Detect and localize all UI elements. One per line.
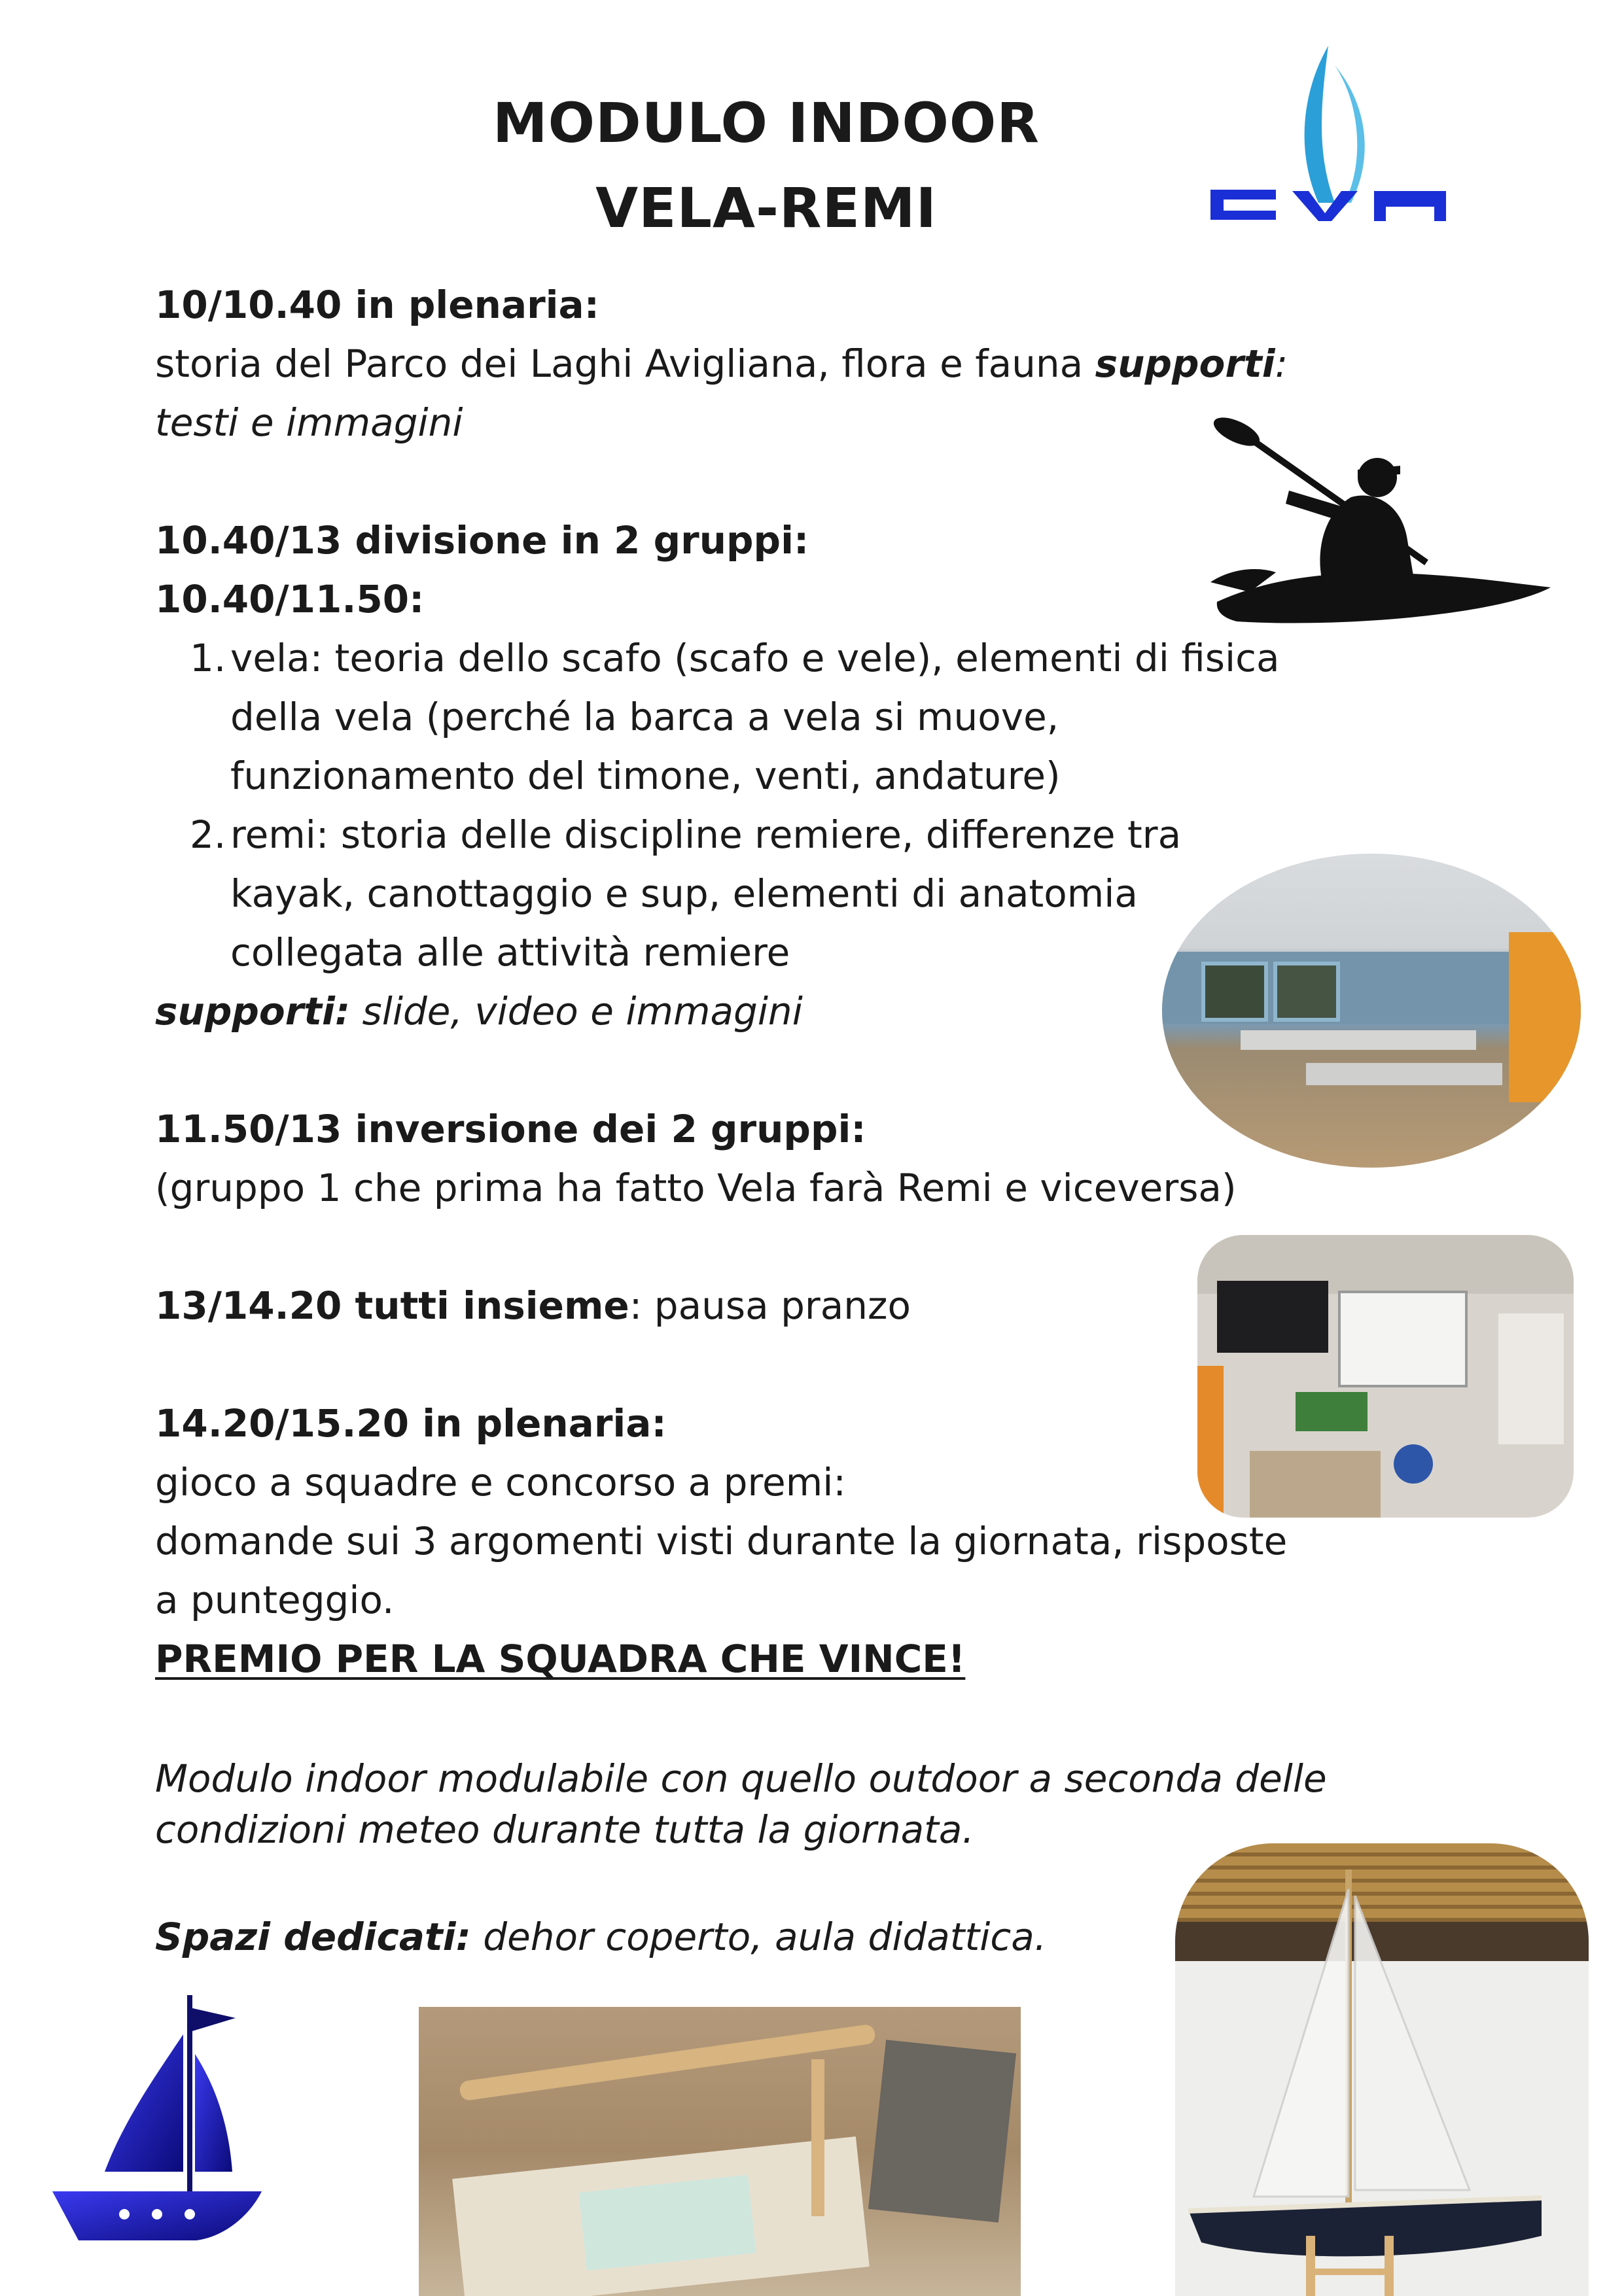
photo-world-map — [1296, 1392, 1368, 1431]
kayak-icon — [1210, 412, 1551, 635]
s1-text — [155, 334, 1288, 394]
classroom-photo — [1162, 854, 1581, 1168]
classroom-board-photo — [1197, 1235, 1574, 1518]
model-sailboat-photo — [1175, 1843, 1589, 2296]
classroom-desk — [1241, 1030, 1476, 1050]
classroom-window — [1201, 962, 1268, 1022]
classroom-window — [1273, 962, 1340, 1022]
spaces-label: Spazi dedicati: — [155, 1915, 471, 1959]
list-item-number: 2. — [190, 812, 226, 857]
spaces-line — [155, 1907, 1046, 1967]
sailboat-model-icon — [1175, 1843, 1589, 2296]
photo-tv — [1217, 1281, 1328, 1353]
rowing-device-photo — [419, 2007, 1021, 2296]
list-item-line: kayak, canottaggio e sup, elementi di anatomia — [230, 871, 1138, 916]
cva-sail-logo-icon — [1204, 39, 1459, 222]
s5-line3: a punteggio. — [155, 1578, 395, 1622]
note-line1: Modulo indoor modulabile con quello outdoor a seconda delle — [155, 1756, 1327, 1801]
s1-support-text: testi e immagini — [155, 400, 463, 445]
s1-support-label: supporti — [1095, 341, 1275, 386]
photo-post — [811, 2059, 824, 2216]
photo-table — [1250, 1451, 1381, 1518]
page-title-line1: MODULO INDOOR — [493, 91, 1040, 155]
s5-line2: domande sui 3 argomenti visti durante la giornata, risposte — [155, 1519, 1288, 1563]
s4-text: : pausa pranzo — [629, 1283, 911, 1328]
s2-subheading: 10.40/11.50: — [155, 577, 425, 621]
list-item-number: 1. — [190, 636, 226, 680]
s2-support-text: slide, video e immagini — [350, 989, 803, 1034]
page-title-line2: VELA-REMI — [595, 176, 937, 240]
list-item-line: vela: teoria dello scafo (scafo e vele), elementi di fisica — [230, 636, 1280, 680]
classroom-desk — [1306, 1063, 1502, 1085]
sailboat-icon — [52, 1995, 275, 2244]
photo-globe — [1394, 1444, 1433, 1484]
note-line2: condizioni meteo durante tutta la giornata. — [155, 1807, 974, 1852]
s4-line — [155, 1276, 911, 1336]
s5-line1: gioco a squadre e concorso a premi: — [155, 1460, 846, 1505]
s3-text: (gruppo 1 che prima ha fatto Vela farà Remi e viceversa) — [155, 1166, 1237, 1210]
photo-blade — [868, 2040, 1016, 2222]
s1-text-body: storia del Parco dei Laghi Avigliana, flora e fauna — [155, 341, 1095, 386]
s2-heading: 10.40/13 divisione in 2 gruppi: — [155, 518, 809, 563]
s5-heading: 14.20/15.20 in plenaria: — [155, 1401, 667, 1446]
s1-support-colon: : — [1275, 341, 1288, 386]
list-item-line: della vela (perché la barca a vela si muove, — [230, 695, 1059, 739]
s4-heading: 13/14.20 tutti insieme — [155, 1283, 629, 1328]
list-item-line: collegata alle attività remiere — [230, 930, 790, 975]
list-item-line: funzionamento del timone, venti, andature) — [230, 754, 1061, 798]
prize-banner: PREMIO PER LA SQUADRA CHE VINCE! — [155, 1637, 966, 1681]
photo-whiteboard — [1338, 1291, 1468, 1387]
photo-orange-wall — [1197, 1366, 1224, 1518]
photo-poster — [1498, 1313, 1564, 1444]
classroom-orange-wall — [1509, 932, 1581, 1102]
s2-support — [155, 981, 803, 1041]
spaces-text: dehor coperto, aula didattica. — [470, 1915, 1047, 1959]
s1-heading: 10/10.40 in plenaria: — [155, 283, 599, 327]
s2-support-label: supporti: — [155, 989, 351, 1034]
s3-heading: 11.50/13 inversione dei 2 gruppi: — [155, 1107, 866, 1151]
list-item-line: remi: storia delle discipline remiere, differenze tra — [230, 812, 1182, 857]
